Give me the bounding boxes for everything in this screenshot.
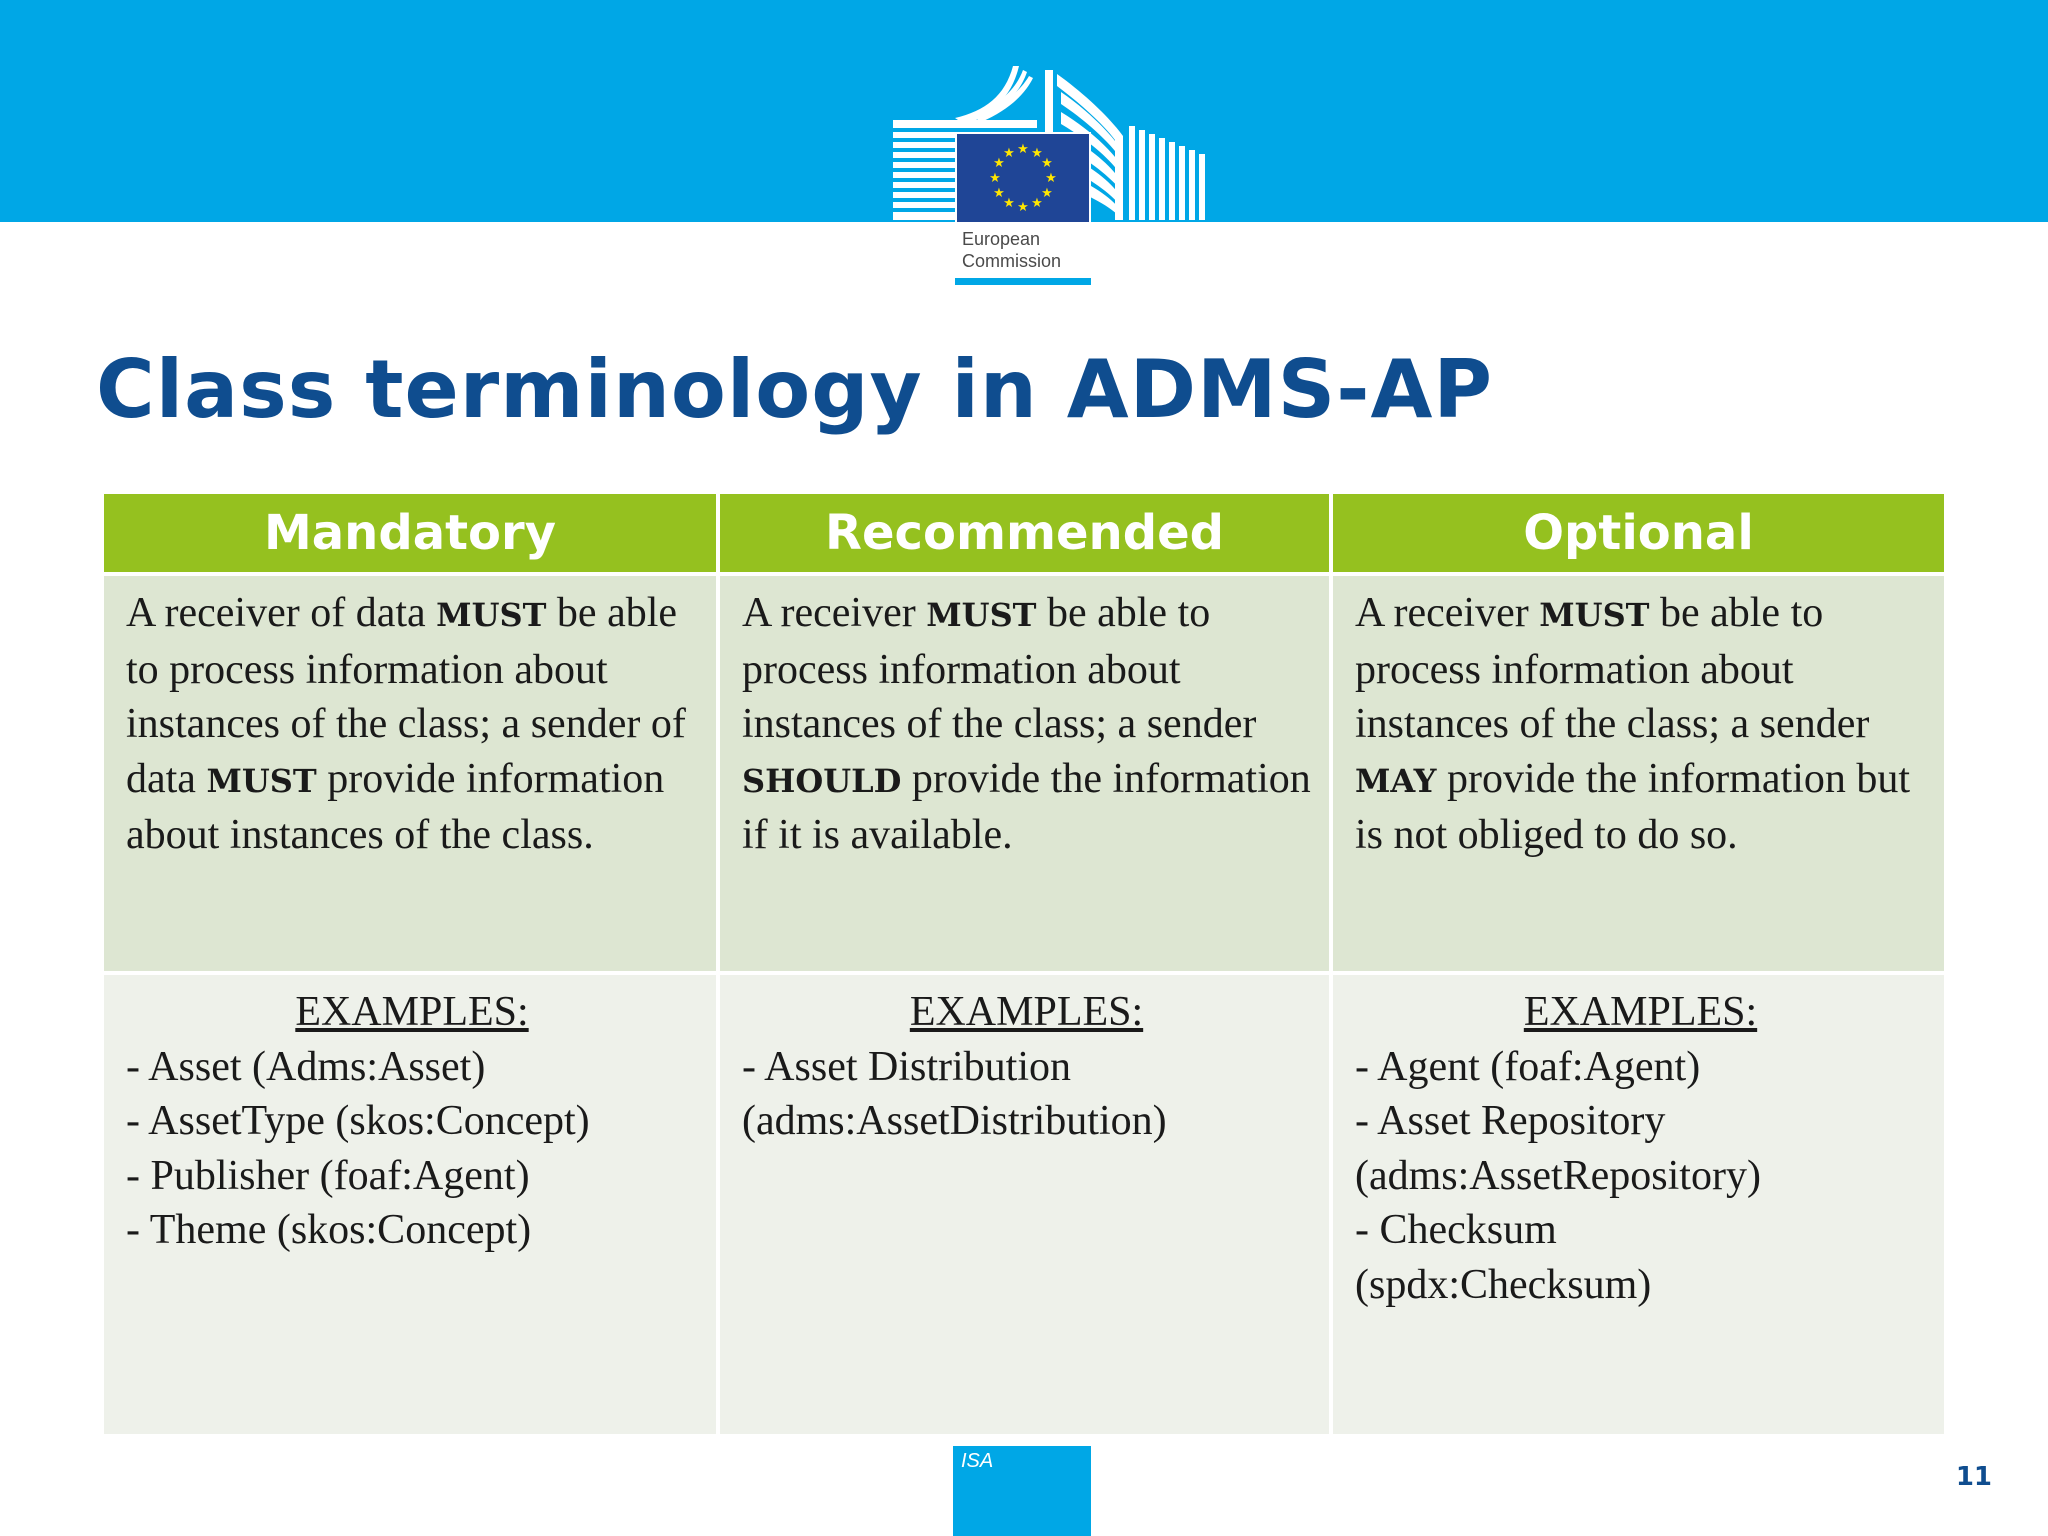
example-item: - AssetType (skos:Concept) [126,1098,590,1145]
example-item: - Asset Distribution [742,1043,1072,1090]
description-text: provide the information but is not obliged to do so. [1355,755,1911,859]
example-item: - Checksum [1355,1207,1557,1254]
keyword-emphasis: MAY [1355,761,1437,800]
example-item: - Agent (foaf:Agent) [1355,1043,1701,1090]
svg-text:★: ★ [1031,146,1043,161]
examples-heading: EXAMPLES: [1523,989,1758,1035]
description-text: be able to process information about instances of the class; a sender of data [126,590,686,802]
description-text: be able to process information about instances of the class; a sender [742,590,1257,748]
keyword-emphasis: MUST [926,596,1037,634]
example-item: - Theme (skos:Concept) [126,1207,532,1254]
keyword-emphasis: MUST [206,761,317,800]
description-text: A receiver [1355,590,1540,636]
svg-text:★: ★ [993,156,1005,171]
svg-text:★: ★ [1041,156,1053,171]
description-text: provide information about instances of the class. [126,755,665,859]
description-text: be able to process information about instances of the class; a sender [1355,590,1870,748]
svg-text:★: ★ [989,171,1001,186]
svg-text:★: ★ [1003,196,1015,211]
keyword-emphasis: MUST [436,596,547,634]
description-cell-optional [1333,576,1944,971]
example-item: (adms:AssetDistribution) [742,1098,1167,1145]
logo-line-european: European [962,229,1041,249]
terminology-table [104,494,1944,1434]
svg-text:★: ★ [1041,186,1053,201]
slide-title: Class terminology in ADMS-AP [96,343,1494,436]
examples-heading: EXAMPLES: [295,989,529,1035]
keyword-emphasis: MUST [1539,596,1650,634]
eu-flag-icon [955,132,1091,224]
example-item: (adms:AssetRepository) [1355,1152,1761,1199]
svg-text:★: ★ [1031,196,1043,211]
column-header-optional: Optional [1333,494,1944,572]
logo-underline [955,278,1091,285]
berlaymont-building-icon [885,66,1210,226]
description-text: A receiver [742,590,927,636]
description-text: provide the information if it is available. [742,755,1311,859]
svg-text:★: ★ [993,186,1005,201]
example-item: - Asset (Adms:Asset) [126,1043,486,1090]
column-header-mandatory: Mandatory [104,494,716,572]
description-cell-mandatory [104,576,716,971]
examples-cell-mandatory [104,975,716,1434]
page-number: 11 [1955,1462,1992,1492]
examples-heading: EXAMPLES: [909,989,1144,1035]
european-commission-logo [885,66,1210,289]
example-item: - Asset Repository [1355,1098,1666,1145]
keyword-emphasis: SHOULD [742,761,902,800]
svg-text:★: ★ [1045,171,1057,186]
isa-footer-badge [953,1446,1091,1536]
logo-wordmark [962,228,1061,272]
description-cell-recommended [720,576,1329,971]
example-item: (spdx:Checksum) [1355,1261,1652,1308]
description-text: A receiver of data [126,590,437,636]
examples-cell-optional [1333,975,1944,1434]
logo-line-commission: Commission [962,251,1062,271]
examples-cell-recommended [720,975,1329,1434]
svg-text:★: ★ [1003,146,1015,161]
svg-text:★: ★ [1017,142,1029,157]
isa-label: ISA [961,1450,994,1472]
example-item: - Publisher (foaf:Agent) [126,1152,530,1199]
column-header-recommended: Recommended [720,494,1329,572]
svg-text:★: ★ [1017,200,1029,215]
